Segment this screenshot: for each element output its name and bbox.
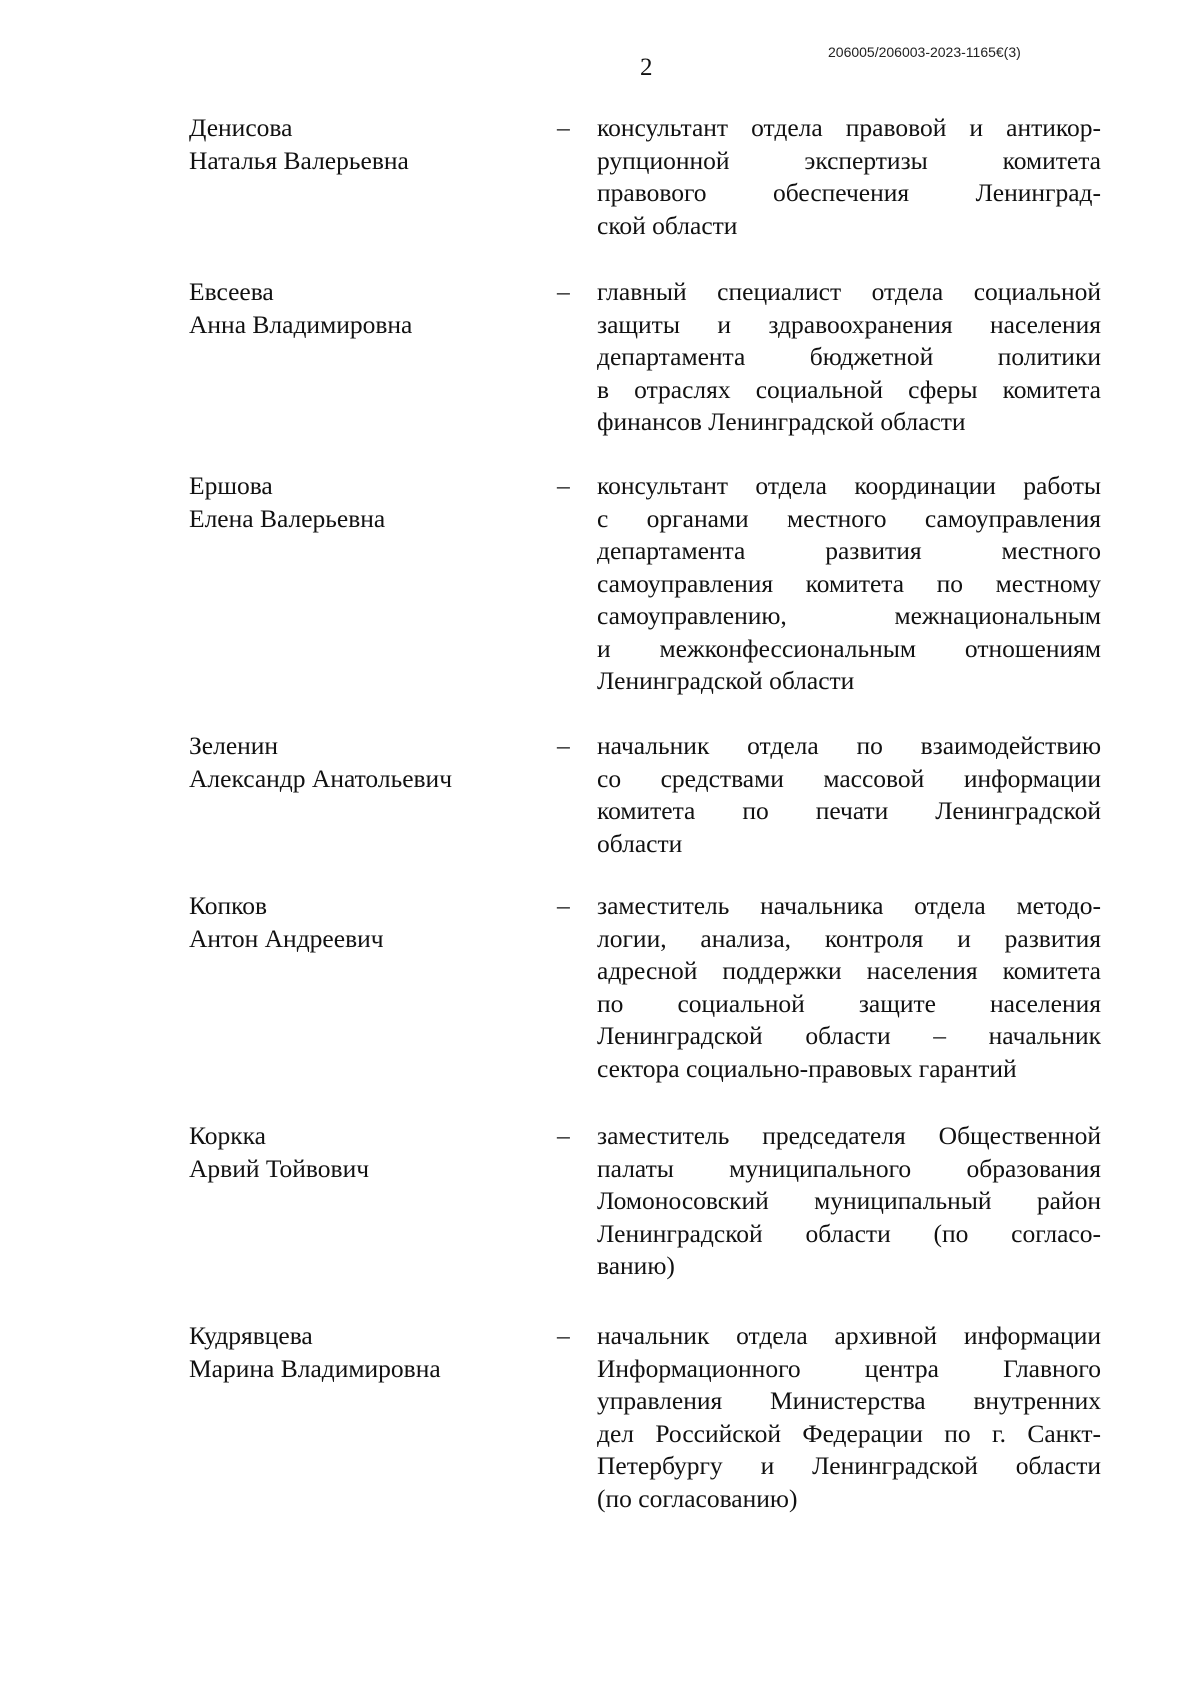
position-line: и межконфессиональным отношениям <box>597 633 1101 663</box>
position-line: рупционной экспертизы комитета <box>597 145 1101 175</box>
member-given-names: Елена Валерьевна <box>189 503 386 533</box>
position-line: в отраслях социальной сферы комитета <box>597 374 1101 404</box>
member-surname: Евсеева <box>189 277 274 306</box>
member-surname: Коркка <box>189 1121 266 1150</box>
separator-dash: – <box>557 731 570 760</box>
member-name <box>189 1120 519 1185</box>
member-surname: Ершова <box>189 471 273 500</box>
position-line: департамента развития местного <box>597 536 1101 565</box>
position-line: Петербургу и Ленинградской области <box>597 1451 1101 1480</box>
position-line: самоуправления комитета по местному <box>597 568 1101 598</box>
member-position <box>597 1120 1101 1283</box>
position-line: управления Министерства внутренних <box>597 1386 1101 1415</box>
position-line: сектора социально-правовых гарантий <box>597 1053 1017 1083</box>
position-line: финансов Ленинградской области <box>597 407 966 436</box>
member-position <box>597 730 1101 860</box>
member-given-names: Арвий Тойвович <box>189 1153 370 1183</box>
member-given-names: Антон Андреевич <box>189 923 384 953</box>
position-line: начальник отдела архивной информации <box>597 1321 1101 1350</box>
member-name <box>189 470 519 535</box>
position-line: самоуправлению, межнациональным <box>597 601 1101 630</box>
position-line: главный специалист отдела социальной <box>597 277 1101 306</box>
member-name <box>189 1320 519 1385</box>
member-surname: Зеленин <box>189 731 279 760</box>
document-registration-number: 206005/206003-2023-1165€(3) <box>828 44 1021 60</box>
member-name <box>189 112 519 177</box>
member-position <box>597 1320 1101 1515</box>
member-given-names: Марина Владимировна <box>189 1353 441 1383</box>
member-surname: Копков <box>189 891 268 920</box>
position-line: заместитель начальника отдела методо- <box>597 891 1101 920</box>
member-name <box>189 730 519 795</box>
separator-dash: – <box>557 1321 570 1350</box>
position-line: департамента бюджетной политики <box>597 342 1101 371</box>
position-line: дел Российской Федерации по г. Санкт- <box>597 1418 1101 1448</box>
separator-dash: – <box>557 113 570 142</box>
position-line: Ленинградской области <box>597 666 855 695</box>
member-name <box>189 890 519 955</box>
position-line: по социальной защите населения <box>597 988 1101 1018</box>
position-line: Ленинградской области – начальник <box>597 1021 1101 1050</box>
member-position <box>597 276 1101 439</box>
position-line: логии, анализа, контроля и развития <box>597 923 1101 953</box>
member-surname: Денисова <box>189 113 293 142</box>
position-line: Ломоносовский муниципальный район <box>597 1186 1101 1215</box>
position-line: заместитель председателя Общественной <box>597 1121 1101 1150</box>
position-line: с органами местного самоуправления <box>597 503 1101 533</box>
separator-dash: – <box>557 471 570 500</box>
position-line: ванию) <box>597 1251 675 1280</box>
member-surname: Кудрявцева <box>189 1321 313 1350</box>
position-line: защиты и здравоохранения населения <box>597 309 1101 339</box>
member-given-names: Наталья Валерьевна <box>189 145 409 175</box>
member-name <box>189 276 519 341</box>
separator-dash: – <box>557 277 570 306</box>
position-line: начальник отдела по взаимодействию <box>597 731 1101 760</box>
position-line: консультант отдела правовой и антикор- <box>597 113 1101 142</box>
member-position <box>597 470 1101 698</box>
member-given-names: Александр Анатольевич <box>189 763 453 793</box>
position-line: комитета по печати Ленинградской <box>597 796 1101 825</box>
position-line: Ленинградской области (по согласо- <box>597 1218 1101 1248</box>
position-line: со средствами массовой информации <box>597 763 1101 793</box>
position-line: консультант отдела координации работы <box>597 471 1101 500</box>
member-position <box>597 890 1101 1085</box>
separator-dash: – <box>557 1121 570 1150</box>
position-line: правового обеспечения Ленинград- <box>597 178 1101 207</box>
position-line: Информационного центра Главного <box>597 1353 1101 1383</box>
position-line: области <box>597 828 683 858</box>
member-given-names: Анна Владимировна <box>189 309 413 339</box>
position-line: (по согласованию) <box>597 1483 798 1513</box>
member-position <box>597 112 1101 242</box>
separator-dash: – <box>557 891 570 920</box>
position-line: палаты муниципального образования <box>597 1153 1101 1183</box>
position-line: адресной поддержки населения комитета <box>597 956 1101 985</box>
position-line: ской области <box>597 210 738 240</box>
page-number: 2 <box>640 54 653 81</box>
